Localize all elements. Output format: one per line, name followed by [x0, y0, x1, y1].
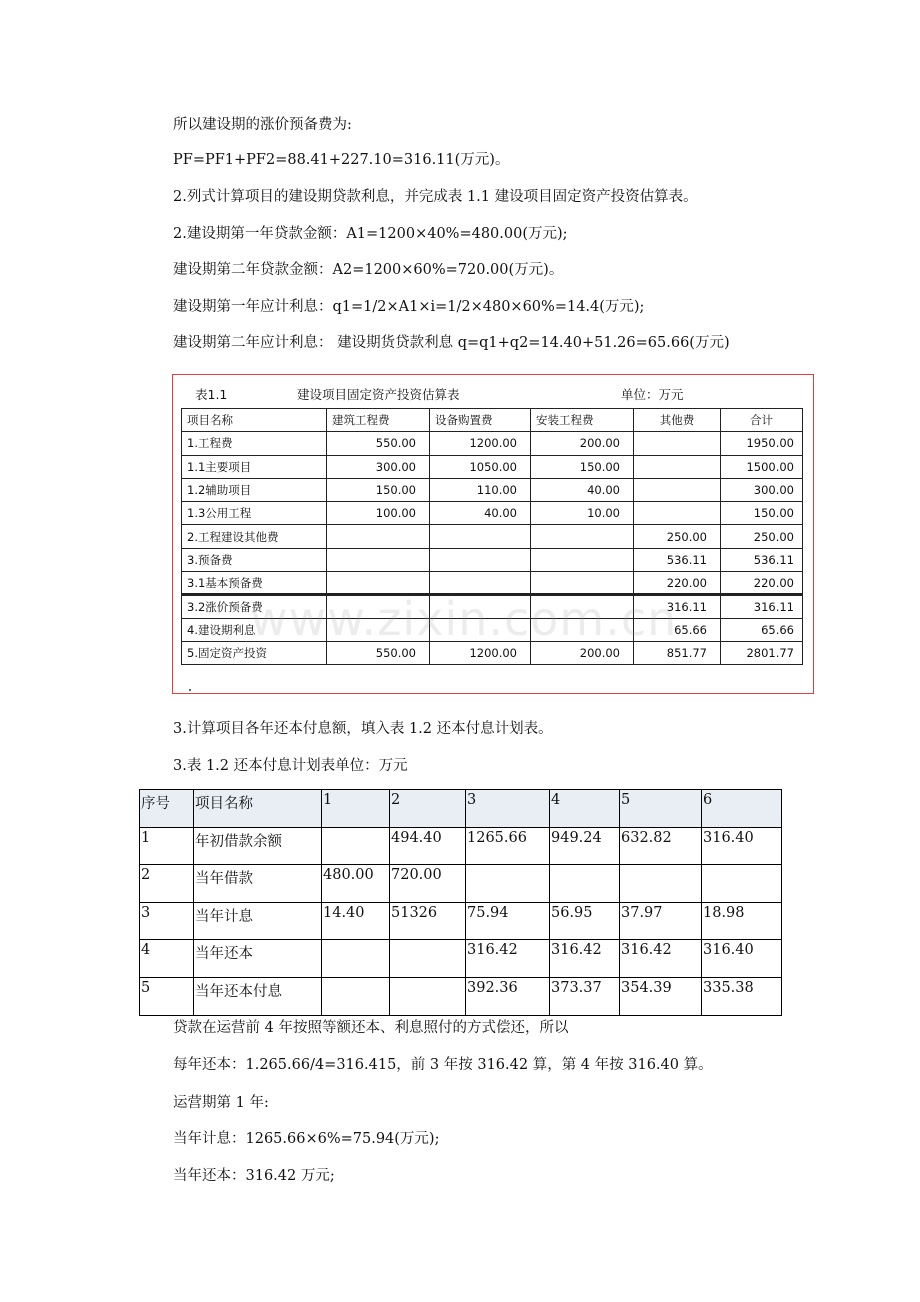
table-cell — [390, 940, 466, 978]
table-row — [140, 977, 782, 1015]
table-cell — [327, 595, 430, 618]
table-cell — [430, 548, 531, 571]
table-cell: 536.11 — [721, 548, 803, 571]
table-row — [182, 432, 803, 455]
table-cell: 65.66 — [634, 618, 721, 641]
table-cell: 150.00 — [721, 502, 803, 525]
table-cell — [531, 572, 634, 595]
table-cell: 200.00 — [531, 641, 634, 664]
table-cell — [634, 455, 721, 478]
paragraph: PF=PF1+PF2=88.41+227.10=316.11(万元)。 — [173, 152, 510, 168]
table-cell: 1.1主要项目 — [182, 455, 327, 478]
table-cell: 56.95 — [550, 902, 620, 940]
table-cell — [322, 977, 390, 1015]
table-cell: 2 — [140, 865, 194, 903]
header-cell: 合计 — [721, 409, 803, 432]
table-cell: 1200.00 — [430, 432, 531, 455]
table-cell: 5.固定资产投资 — [182, 641, 327, 664]
table-cell: 3 — [140, 902, 194, 940]
table-cell: 494.40 — [390, 827, 466, 865]
table-cell: 150.00 — [327, 478, 430, 501]
table-cell — [550, 865, 620, 903]
header-cell: 序号 — [140, 790, 194, 828]
table-cell: 40.00 — [531, 478, 634, 501]
table-cell: 2.工程建设其他费 — [182, 525, 327, 548]
table-cell: 316.42 — [550, 940, 620, 978]
table-cell: 373.37 — [550, 977, 620, 1015]
table-cell — [620, 865, 702, 903]
table-cell: 720.00 — [390, 865, 466, 903]
table-cell — [531, 618, 634, 641]
table-cell: 220.00 — [721, 572, 803, 595]
header-cell: 其他费 — [634, 409, 721, 432]
table-row — [182, 502, 803, 525]
table-cell: 550.00 — [327, 432, 430, 455]
table-cell — [531, 548, 634, 571]
table-cell: 1.3公用工程 — [182, 502, 327, 525]
paragraph: 2.建设期第一年贷款金额：A1=1200×40%=480.00(万元); — [173, 226, 568, 242]
table-cell — [390, 977, 466, 1015]
table-cell: 14.40 — [322, 902, 390, 940]
header-cell: 项目名称 — [182, 409, 327, 432]
table-cell: 4.建设期利息 — [182, 618, 327, 641]
table-cell: 当年还本付息 — [194, 977, 322, 1015]
paragraph: 建设期第二年贷款金额：A2=1200×60%=720.00(万元)。 — [173, 262, 564, 278]
table-cell: 392.36 — [466, 977, 550, 1015]
table-row — [140, 827, 782, 865]
table-cell: 316.40 — [702, 827, 782, 865]
table-header-row — [182, 409, 803, 432]
table-cell: 316.40 — [702, 940, 782, 978]
table-cell: 当年借款 — [194, 865, 322, 903]
paragraph: 3.计算项目各年还本付息额，填入表 1.2 还本付息计划表。 — [173, 721, 553, 737]
table-row — [182, 572, 803, 595]
table-1-1-figure — [172, 374, 814, 694]
table-row — [182, 525, 803, 548]
table-cell: 200.00 — [531, 432, 634, 455]
paragraph: 当年计息：1265.66×6%=75.94(万元); — [173, 1131, 440, 1147]
table-row — [140, 940, 782, 978]
table-cell — [702, 865, 782, 903]
table-cell: 110.00 — [430, 478, 531, 501]
table-cell — [466, 865, 550, 903]
header-cell: 6 — [702, 790, 782, 828]
table-cell: 18.98 — [702, 902, 782, 940]
table-cell — [430, 618, 531, 641]
table-header-row — [140, 790, 782, 828]
table-cell: 10.00 — [531, 502, 634, 525]
table-row — [182, 455, 803, 478]
table-cell: 1265.66 — [466, 827, 550, 865]
table-cell: 316.42 — [466, 940, 550, 978]
table-cell: 2801.77 — [721, 641, 803, 664]
table-cell: 316.11 — [721, 595, 803, 618]
table-row — [182, 641, 803, 664]
table-cell: 3.预备费 — [182, 548, 327, 571]
table-cell: 480.00 — [322, 865, 390, 903]
table-cell: 当年还本 — [194, 940, 322, 978]
paragraph: 所以建设期的涨价预备费为: — [173, 117, 352, 133]
table-cell: 51326 — [390, 902, 466, 940]
table-row — [140, 902, 782, 940]
table-cell: 632.82 — [620, 827, 702, 865]
paragraph: 当年还本：316.42 万元; — [173, 1168, 335, 1184]
paragraph: 运营期第 1 年: — [173, 1095, 269, 1111]
table-cell: 536.11 — [634, 548, 721, 571]
table-row — [182, 478, 803, 501]
table-cell: 75.94 — [466, 902, 550, 940]
table-cell: 220.00 — [634, 572, 721, 595]
table-cell: 3.1基本预备费 — [182, 572, 327, 595]
table-cell: 5 — [140, 977, 194, 1015]
table-cell: 1.工程费 — [182, 432, 327, 455]
table-cell — [430, 595, 531, 618]
table-cell — [634, 502, 721, 525]
header-cell: 安装工程费 — [531, 409, 634, 432]
table-cell: 1050.00 — [430, 455, 531, 478]
table-cell — [327, 548, 430, 571]
repayment-plan-table — [139, 789, 782, 1016]
header-cell: 2 — [390, 790, 466, 828]
header-cell: 项目名称 — [194, 790, 322, 828]
table-cell — [327, 525, 430, 548]
table-cell: 1500.00 — [721, 455, 803, 478]
header-cell: 设备购置费 — [430, 409, 531, 432]
table-cell — [322, 940, 390, 978]
table-cell — [531, 595, 634, 618]
table-cell: 250.00 — [634, 525, 721, 548]
paragraph: 贷款在运营前 4 年按照等额还本、利息照付的方式偿还，所以 — [173, 1020, 569, 1036]
table-cell: 40.00 — [430, 502, 531, 525]
table-cell: 当年计息 — [194, 902, 322, 940]
table-cell: 250.00 — [721, 525, 803, 548]
table-row — [182, 618, 803, 641]
table-cell — [322, 827, 390, 865]
table-title: 建设项目固定资产投资估算表 — [297, 387, 460, 402]
table-cell — [634, 432, 721, 455]
table-cell — [531, 525, 634, 548]
header-cell: 建筑工程费 — [327, 409, 430, 432]
table-cell — [430, 525, 531, 548]
table-cell: 65.66 — [721, 618, 803, 641]
table-cell: 1 — [140, 827, 194, 865]
table-row — [182, 548, 803, 571]
table-cell — [327, 618, 430, 641]
paragraph: 3.表 1.2 还本付息计划表单位：万元 — [173, 758, 408, 774]
table-cell: 1950.00 — [721, 432, 803, 455]
paragraph: 建设期第二年应计利息： 建设期货贷款利息 q=q1+q2=14.40+51.26=65.66(万元) — [173, 335, 730, 351]
table-cell: 100.00 — [327, 502, 430, 525]
header-cell: 3 — [466, 790, 550, 828]
table-cell: 3.2涨价预备费 — [182, 595, 327, 618]
table-unit: 单位：万元 — [621, 387, 684, 402]
table-cell: 949.24 — [550, 827, 620, 865]
table-cell: 335.38 — [702, 977, 782, 1015]
paragraph: 建设期第一年应计利息：q1=1/2×A1×i=1/2×480×60%=14.4(万元); — [173, 299, 645, 315]
table-label: 表1.1 — [195, 387, 228, 402]
table-cell: 316.42 — [620, 940, 702, 978]
header-cell: 5 — [620, 790, 702, 828]
investment-estimate-table — [181, 408, 803, 665]
table-cell: 550.00 — [327, 641, 430, 664]
table-cell: 37.97 — [620, 902, 702, 940]
figure-mark — [189, 689, 191, 691]
table-row — [182, 595, 803, 618]
paragraph: 每年还本：1.265.66/4=316.415，前 3 年按 316.42 算，第 4 年按 316.40 算。 — [173, 1057, 713, 1073]
table-cell — [430, 572, 531, 595]
table-cell: 1.2辅助项目 — [182, 478, 327, 501]
table-cell: 4 — [140, 940, 194, 978]
table-cell: 354.39 — [620, 977, 702, 1015]
header-cell: 4 — [550, 790, 620, 828]
paragraph: 2.列式计算项目的建设期贷款利息，并完成表 1.1 建设项目固定资产投资估算表。 — [173, 189, 698, 205]
table-cell: 316.11 — [634, 595, 721, 618]
table-cell: 300.00 — [327, 455, 430, 478]
header-cell: 1 — [322, 790, 390, 828]
table-cell: 150.00 — [531, 455, 634, 478]
table-cell — [327, 572, 430, 595]
table-cell: 年初借款余额 — [194, 827, 322, 865]
table-cell: 851.77 — [634, 641, 721, 664]
table-cell: 300.00 — [721, 478, 803, 501]
table-cell: 1200.00 — [430, 641, 531, 664]
table-cell — [634, 478, 721, 501]
table-row — [140, 865, 782, 903]
